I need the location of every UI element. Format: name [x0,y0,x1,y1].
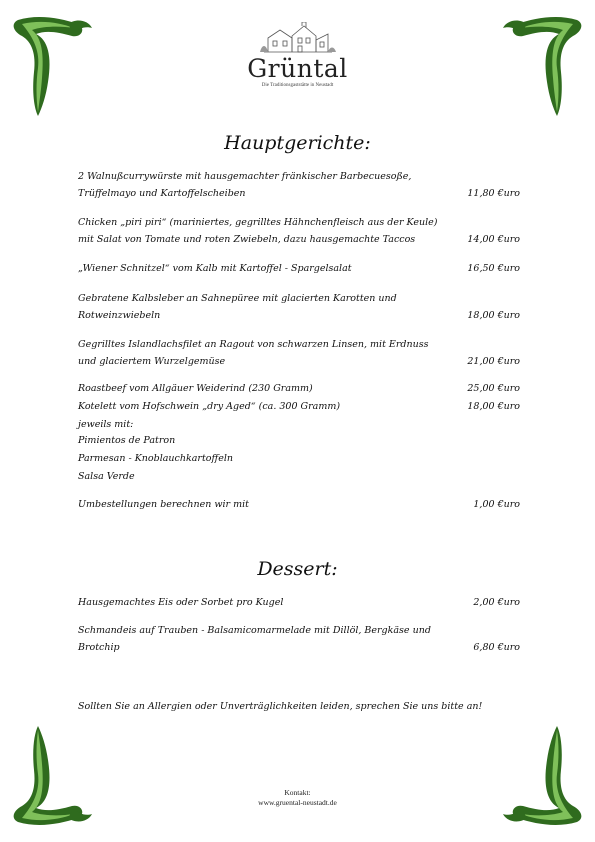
menu-item-description: Kotelett vom Hofschwein „dry Aged“ (ca. 300 Gramm) [78,401,341,412]
menu-item-price: 21,00 €uro [467,356,520,367]
surcharge-line [78,496,520,513]
website-link[interactable]: www.gruental-neustadt.de [258,798,337,807]
menu-item-description: Gebratene Kalbsleber an Sahnepüree mit glacierten Karotten und Rotweinzwiebeln [78,293,397,321]
menu-item [78,336,520,370]
menu-item [78,214,520,248]
menu-item-description: Gegrilltes Islandlachsfilet an Ragout von schwarzen Linsen, mit Erdnuss und glaciertem Wurzelgemüse [78,339,429,367]
menu-item-price: 18,00 €uro [467,310,520,321]
menu-item-description: Chicken „piri piri“ (mariniertes, gegrilltes Hähnchenfleisch aus der Keule) mit Salat von Tomate und roten Zwiebeln, dazu hausgemachte Taccos [78,217,438,245]
dessert-price: 2,00 €uro [473,597,520,608]
menu-item-price: 11,80 €uro [467,188,520,199]
dessert-price: 6,80 €uro [473,642,520,653]
menu-item-price: 25,00 €uro [467,383,520,394]
restaurant-logo [0,22,595,90]
dessert-description: Hausgemachtes Eis oder Sorbet pro Kugel [78,597,284,608]
surcharge-price: 1,00 €uro [473,499,520,510]
dessert-heading: Dessert: [257,558,338,580]
menu-item-price: 18,00 €uro [467,401,520,412]
allergy-note: Sollten Sie an Allergien oder Unverträglichkeiten leiden, sprechen Sie uns bitte an! [78,701,483,712]
side-dish: Salsa Verde [78,471,135,482]
sides-intro: jeweils mit: [78,419,134,430]
main-dishes-heading: Hauptgerichte: [224,132,371,154]
menu-item-price: 16,50 €uro [467,263,520,274]
menu-item-description: 2 Walnußcurrywürste mit hausgemachter fränkischer Barbecuesoße, Trüffelmayo und Kartoffelscheiben [78,171,412,199]
menu-item [78,380,520,397]
dessert-description: Schmandeis auf Trauben - Balsamicomarmelade mit Dillöl, Bergkäse und Brotchip [78,625,431,653]
ribbon-ornament-bottom-right [497,720,587,830]
ribbon-ornament-bottom-left [8,720,98,830]
dessert-item [78,622,520,656]
contact-label: Kontakt: [284,788,311,797]
house-illustration-icon [260,22,336,54]
menu-item-description: Roastbeef vom Allgäuer Weiderind (230 Gramm) [78,383,313,394]
menu-item [78,398,520,415]
side-dish: Parmesan - Knoblauchkartoffeln [78,453,233,464]
surcharge-description: Umbestellungen berechnen wir mit [78,499,249,510]
menu-item [78,290,520,324]
menu-item [78,168,520,202]
menu-item-description: „Wiener Schnitzel“ vom Kalb mit Kartoffel - Spargelsalat [78,263,352,274]
restaurant-tagline: Die Traditionsgaststätte in Neustadt [261,83,334,88]
side-dish: Pimientos de Patron [78,435,176,446]
dessert-item [78,594,520,611]
menu-item [78,260,520,277]
menu-item-price: 14,00 €uro [467,234,520,245]
restaurant-name: Grüntal [247,54,348,83]
